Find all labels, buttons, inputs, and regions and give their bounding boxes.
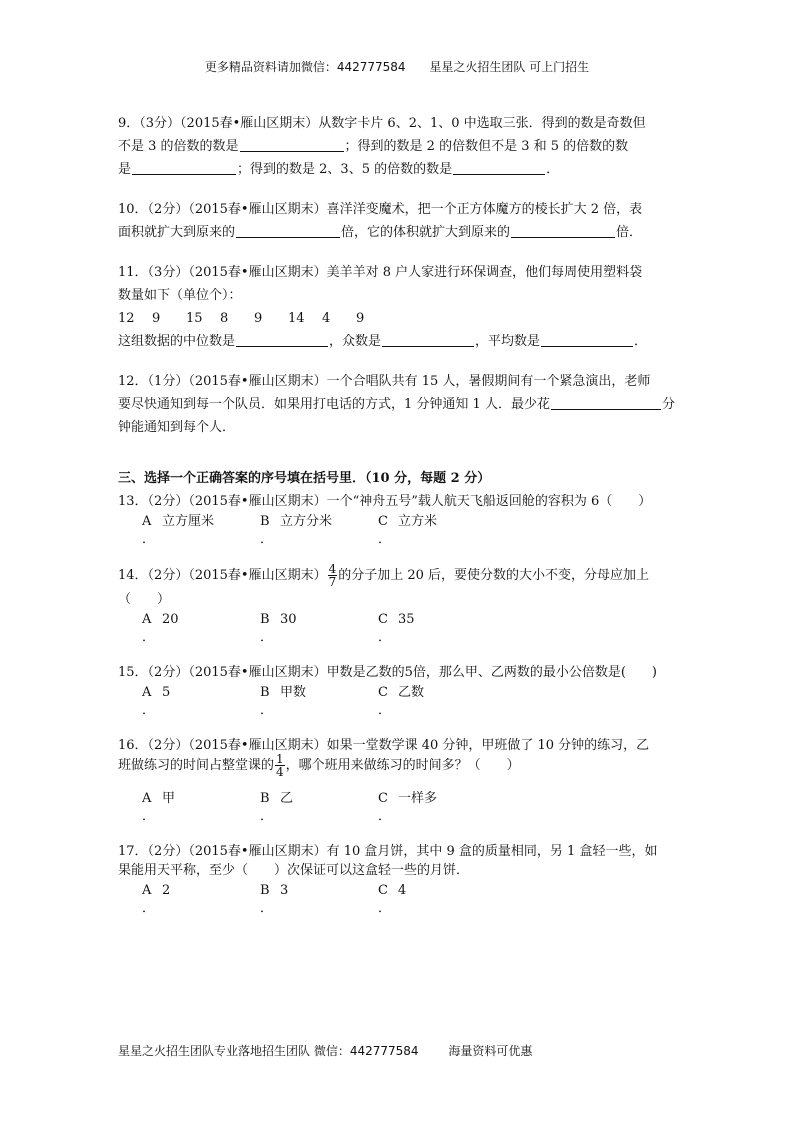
q13-options — [118, 511, 678, 547]
footer-offer: 海量资料可优惠 — [448, 1044, 533, 1058]
q14-options — [118, 609, 678, 645]
q14-stem: 14．（2分）（2015春•雁山区期末） $\frac{4}{7}$ 的分子加上 20 后，要使分数的大小不变，分母应加上 — [118, 562, 650, 589]
question-11 — [118, 261, 678, 353]
q16-line1: 16．（2分）（2015春•雁山区期末）如果一堂数学课 40 分钟，甲班做了 10 分钟的练习，乙 — [118, 738, 650, 753]
q14-stem-line2: （ ） — [118, 592, 171, 607]
option-b[interactable]: B 3 ． — [260, 883, 289, 916]
q9-line1: 9．（3分）（2015春•雁山区期末）从数字卡片 6、2、1、0 中选取三张．得到的数是奇数但 — [118, 116, 646, 131]
option-a[interactable]: A 5 ． — [142, 685, 171, 718]
q11-line2: 数量如下（单位个）： — [118, 288, 242, 303]
answer-blank[interactable] — [382, 332, 474, 347]
question-12 — [118, 370, 678, 439]
option-b[interactable]: B 30 ． — [260, 612, 297, 645]
data-value: 9 — [356, 311, 365, 326]
data-value: 12 — [118, 311, 135, 326]
q11-data-numbers — [118, 307, 678, 330]
q16-options — [118, 788, 678, 824]
option-c[interactable]: C 35 ． — [378, 612, 415, 645]
question-15 — [118, 661, 678, 718]
option-b[interactable]: B 甲数 ． — [260, 685, 307, 718]
q17-line1: 17．（2分）（2015春•雁山区期末）有 10 盒月饼，其中 9 盒的质量相同，另 1 盒轻一些，如 — [118, 844, 658, 859]
section-3-title: 三、选择一个正确答案的序号填在括号里．（10 分，每题 2 分） — [118, 471, 491, 486]
data-value: 9 — [254, 311, 263, 326]
q10-line1: 10．（2分）（2015春•雁山区期末）喜洋洋变魔术，把一个正方体魔方的棱长扩大 2 倍，表 — [118, 202, 643, 217]
option-c[interactable]: C 4 ． — [378, 883, 407, 916]
answer-blank[interactable] — [236, 332, 328, 347]
data-value: 14 — [288, 311, 305, 326]
option-a[interactable]: A 甲 ． — [142, 791, 176, 824]
answer-blank[interactable] — [541, 332, 633, 347]
q12-line1: 12．（1分）（2015春•雁山区期末）一个合唱队共有 15 人，暑假期间有一个紧急演出，老师 — [118, 374, 651, 389]
q9-line3: 是 ；得到的数是 2、3、5 的倍数的数是 ． — [118, 162, 560, 177]
option-c[interactable]: C 立方米 ． — [378, 514, 438, 547]
option-c[interactable]: C 乙数 ． — [378, 685, 425, 718]
question-9 — [118, 112, 678, 181]
footer-team-contact: 星星之火招生团队专业落地招生团队 微信：442777584 — [118, 1044, 419, 1058]
question-10 — [118, 198, 678, 244]
option-a[interactable]: A 20 ． — [142, 612, 179, 645]
q11-line4: 这组数据的中位数是 ，众数是 ，平均数是 ． — [118, 334, 648, 349]
answer-blank[interactable] — [132, 160, 236, 175]
data-value: 15 — [186, 311, 203, 326]
data-value: 8 — [220, 311, 229, 326]
q11-line1: 11．（3分）（2015春•雁山区期末）美羊羊对 8 户人家进行环保调查，他们每周使用塑料袋 — [118, 265, 643, 280]
option-a[interactable]: A 立方厘米 ． — [142, 514, 215, 547]
q17-options — [118, 880, 678, 916]
page-footer — [118, 1042, 558, 1059]
header-contact: 更多精品资料请加微信：442777584 — [204, 60, 406, 74]
option-b[interactable]: B 立方分米 ． — [260, 514, 333, 547]
answer-blank[interactable] — [511, 223, 615, 238]
answer-blank[interactable] — [240, 137, 344, 152]
q9-line2: 不是 3 的倍数的数是 ；得到的数是 2 的倍数但不是 3 和 5 的倍数的数 — [118, 139, 629, 154]
answer-blank[interactable] — [551, 395, 661, 410]
question-17 — [118, 840, 678, 916]
q15-stem: 15．（2分）（2015春•雁山区期末）甲数是乙数的5倍，那么甲、乙两数的最小公倍数是( ) — [118, 665, 657, 680]
q12-line2: 要尽快通知到每一个队员．如果用打电话的方式，1 分钟通知 1 人．最少花 分 — [118, 397, 675, 412]
option-c[interactable]: C 一样多 ． — [378, 791, 438, 824]
q13-stem: 13．（2分）（2015春•雁山区期末）一个“神舟五号”载人航天飞船返回舱的容积为 6（ ） — [118, 494, 652, 509]
header-team: 星星之火招生团队 可上门招生 — [429, 60, 590, 74]
q12-line3: 钟能通知到每个人． — [118, 420, 236, 435]
question-14 — [118, 563, 678, 645]
data-value: 9 — [152, 311, 161, 326]
question-13 — [118, 490, 678, 547]
answer-blank[interactable] — [236, 223, 340, 238]
q15-options — [118, 682, 678, 718]
fraction: $\frac{1}{4}$ — [276, 752, 284, 779]
q16-line2: 班做练习的时间占整堂课的 $\frac{1}{4}$ ，哪个班用来做练习的时间多？（ ） — [118, 752, 520, 779]
q10-line2: 面积就扩大到原来的 倍，它的体积就扩大到原来的 倍． — [118, 225, 643, 240]
question-16 — [118, 734, 678, 824]
fraction: $\frac{4}{7}$ — [328, 562, 337, 589]
data-value: 4 — [322, 311, 331, 326]
option-a[interactable]: A 2 ． — [142, 883, 171, 916]
answer-blank[interactable] — [453, 160, 545, 175]
option-b[interactable]: B 乙 ． — [260, 791, 294, 824]
document-body — [118, 112, 678, 932]
page-header — [0, 58, 794, 75]
q17-line2: 果能用天平称，至少（ ）次保证可以这盒轻一些的月饼． — [118, 863, 470, 878]
